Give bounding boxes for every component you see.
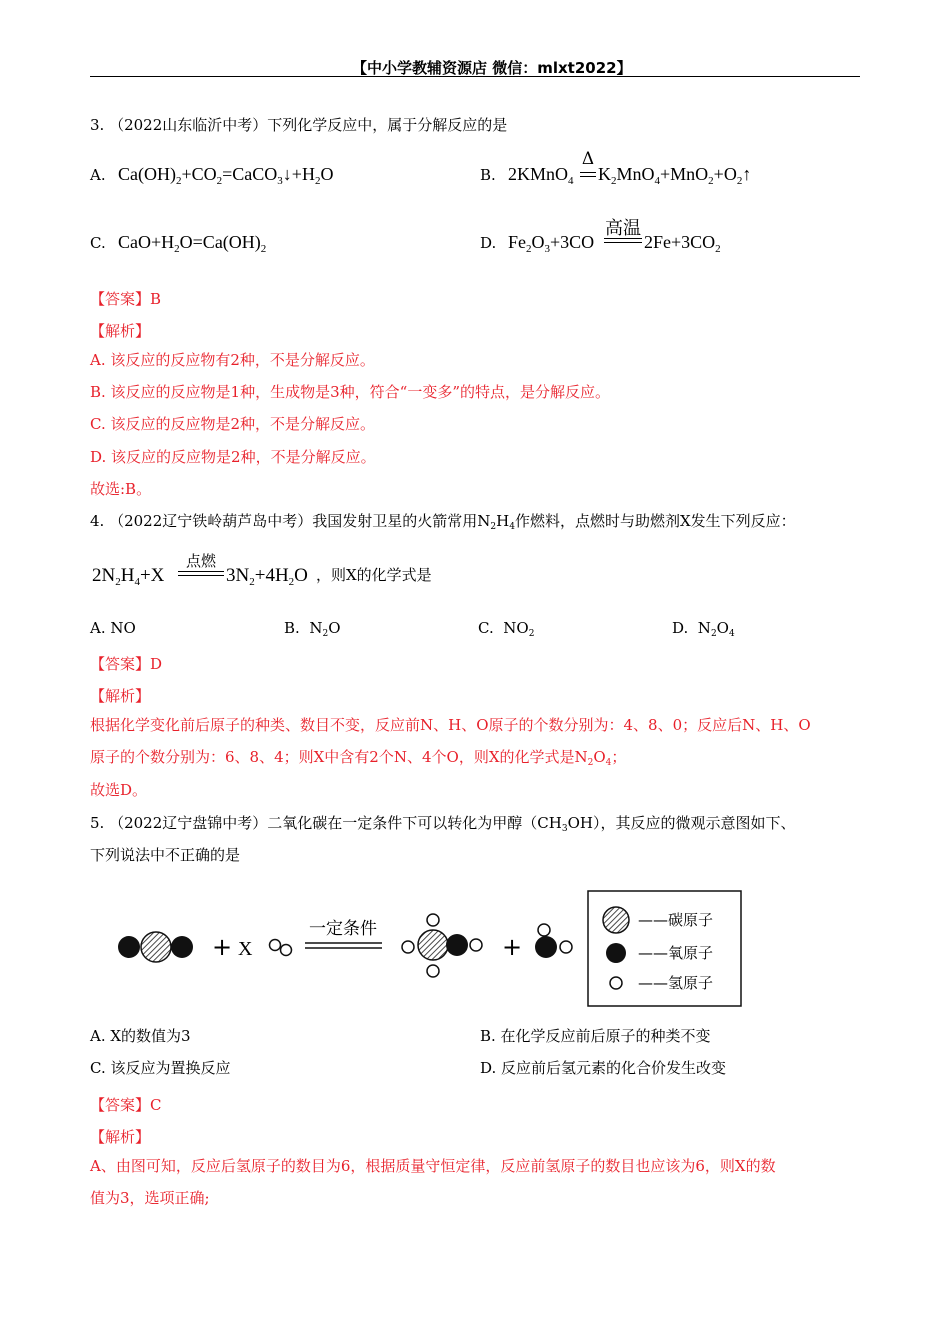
q3-option-d-label: D. (480, 234, 497, 252)
q3-analysis-c: C. 该反应的反应物是2种，不是分解反应。 (90, 415, 376, 433)
q3-analysis-a: A. 该反应的反应物有2种，不是分解反应。 (90, 351, 375, 369)
q5-analysis-line2: 值为3，选项正确; (90, 1189, 210, 1207)
q5-stem-line2: 下列说法中不正确的是 (90, 846, 241, 864)
plus-sign-2: + (502, 933, 523, 961)
legend-oxygen-icon (606, 943, 626, 963)
q3-analysis-label: 【解析】 (90, 322, 151, 340)
q3-option-b-label: B. (480, 166, 496, 184)
hydrogen-atom (427, 914, 439, 926)
condition-label: 一定条件 (309, 919, 377, 939)
q4-equation-right: $3N_2+4H_2O$ (226, 565, 308, 588)
q4-option-c: C. $NO_2$ (478, 619, 535, 639)
q3-conclusion: 故选:B。 (90, 480, 152, 498)
carbon-atom (141, 932, 171, 962)
q3-analysis-d: D. 该反应的反应物是2种，不是分解反应。 (90, 448, 376, 466)
q3-stem: 3. （2022山东临沂中考）下列化学反应中，属于分解反应的是 (90, 116, 508, 134)
co2-molecule (118, 932, 193, 962)
page-header: 【中小学教辅资源店 微信：mlxt2022】 (352, 59, 632, 77)
q3-option-c-equation: $CaO+H_2O=Ca(OH)_2$ (118, 232, 267, 255)
q3-option-a-label: A. (90, 166, 106, 184)
q5-answer: 【答案】C (90, 1096, 162, 1114)
q4-ignite-condition: 点燃 (185, 552, 216, 570)
q4-conclusion: 故选D。 (90, 781, 148, 799)
ch3oh-molecule (402, 914, 482, 977)
q4-equation-left: $2N_2H_4+X$ (92, 565, 165, 588)
oxygen-atom (535, 936, 557, 958)
q4-question-tail: ，则X的化学式是 (316, 566, 432, 584)
q3-option-b-heat-condition: Δ (581, 149, 595, 169)
legend-box (588, 891, 741, 1006)
hydrogen-atom (270, 940, 281, 951)
q5-option-c: C. 该反应为置换反应 (90, 1059, 231, 1077)
q3-option-d-equation-right: $2Fe+3CO_2$ (644, 232, 721, 255)
q5-option-b: B. 在化学反应前后原子的种类不变 (480, 1027, 711, 1045)
header-rule (90, 76, 860, 77)
q4-equals (178, 571, 224, 576)
hydrogen-atom (427, 965, 439, 977)
q5-stem-line1: 5. （2022辽宁盘锦中考）二氧化碳在一定条件下可以转化为甲醇$(CH_3OH)$，其反应的微观示意图如下、 (90, 814, 796, 834)
q4-option-d: D. $N_2O_4$ (672, 619, 735, 639)
q4-stem: 4. （2022辽宁铁岭葫芦岛中考）我国发射卫星的火箭常用$N_2H_4$作燃料，点燃时与助燃剂X发生下列反应： (90, 512, 796, 532)
q4-answer: 【答案】D (90, 655, 163, 673)
oxygen-atom (118, 936, 140, 958)
hydrogen-atom (470, 939, 482, 951)
q3-option-d-equals (604, 238, 642, 243)
q3-option-b-equals (580, 172, 596, 177)
legend-carbon-icon (603, 907, 629, 933)
legend-hydrogen-label: ——氢原子 (638, 974, 714, 992)
q3-option-b-equation-right: $K_2MnO_4+MnO_2+O_2↑$ (598, 164, 752, 187)
oxygen-atom (171, 936, 193, 958)
q3-option-c-label: C. (90, 234, 106, 252)
coefficient-x: X (238, 938, 253, 960)
hydrogen-atom (538, 924, 550, 936)
carbon-atom (418, 930, 448, 960)
q5-analysis-line1: A、由图可知，反应后氢原子的数目为6，根据质量守恒定律，反应前氢原子的数目也应该为6，则X的数 (90, 1157, 776, 1175)
q5-reaction-diagram (110, 885, 750, 1010)
legend-carbon-label: ——碳原子 (638, 911, 714, 929)
q4-analysis-line1: 根据化学变化前后原子的种类、数目不变，反应前N、H、O原子的个数分别为：4、8、0；反应后N、H、O (90, 716, 811, 734)
q4-analysis-line2: 原子的个数分别为：6、8、4；则X中含有2个N、4个O，则X的化学式是$N_2O_4$； (90, 748, 627, 768)
hydrogen-atom (402, 941, 414, 953)
q3-option-a-equation: $Ca(OH)_2+CO_2=CaCO_3↓+H_2O$ (118, 164, 334, 187)
q4-analysis-label: 【解析】 (90, 687, 151, 705)
q3-analysis-b: B. 该反应的反应物是1种，生成物是3种，符合“一变多”的特点，是分解反应。 (90, 383, 610, 401)
oxygen-atom (446, 934, 468, 956)
legend-oxygen-label: ——氧原子 (638, 944, 714, 962)
q3-option-d-equation-left: $Fe_2O_3+3CO$ (508, 232, 595, 255)
h2o-molecule (535, 924, 572, 958)
q5-option-d: D. 反应前后氢元素的化合价发生改变 (480, 1059, 727, 1077)
hydrogen-atom (281, 945, 292, 956)
q4-option-b: B. $N_2O$ (284, 619, 341, 639)
q5-analysis-label: 【解析】 (90, 1128, 151, 1146)
hydrogen-atom (560, 941, 572, 953)
q4-option-a: A. NO (90, 619, 136, 637)
h2-molecule (270, 940, 292, 956)
q5-option-a: A. X的数值为3 (90, 1027, 191, 1045)
q3-option-b-equation-left: 2KMnO$_4$ (508, 164, 574, 187)
plus-sign-1: + (212, 933, 233, 961)
q3-option-d-high-temp-condition: 高温 (605, 218, 641, 239)
q3-answer: 【答案】B (90, 290, 162, 308)
legend-hydrogen-icon (610, 977, 622, 989)
